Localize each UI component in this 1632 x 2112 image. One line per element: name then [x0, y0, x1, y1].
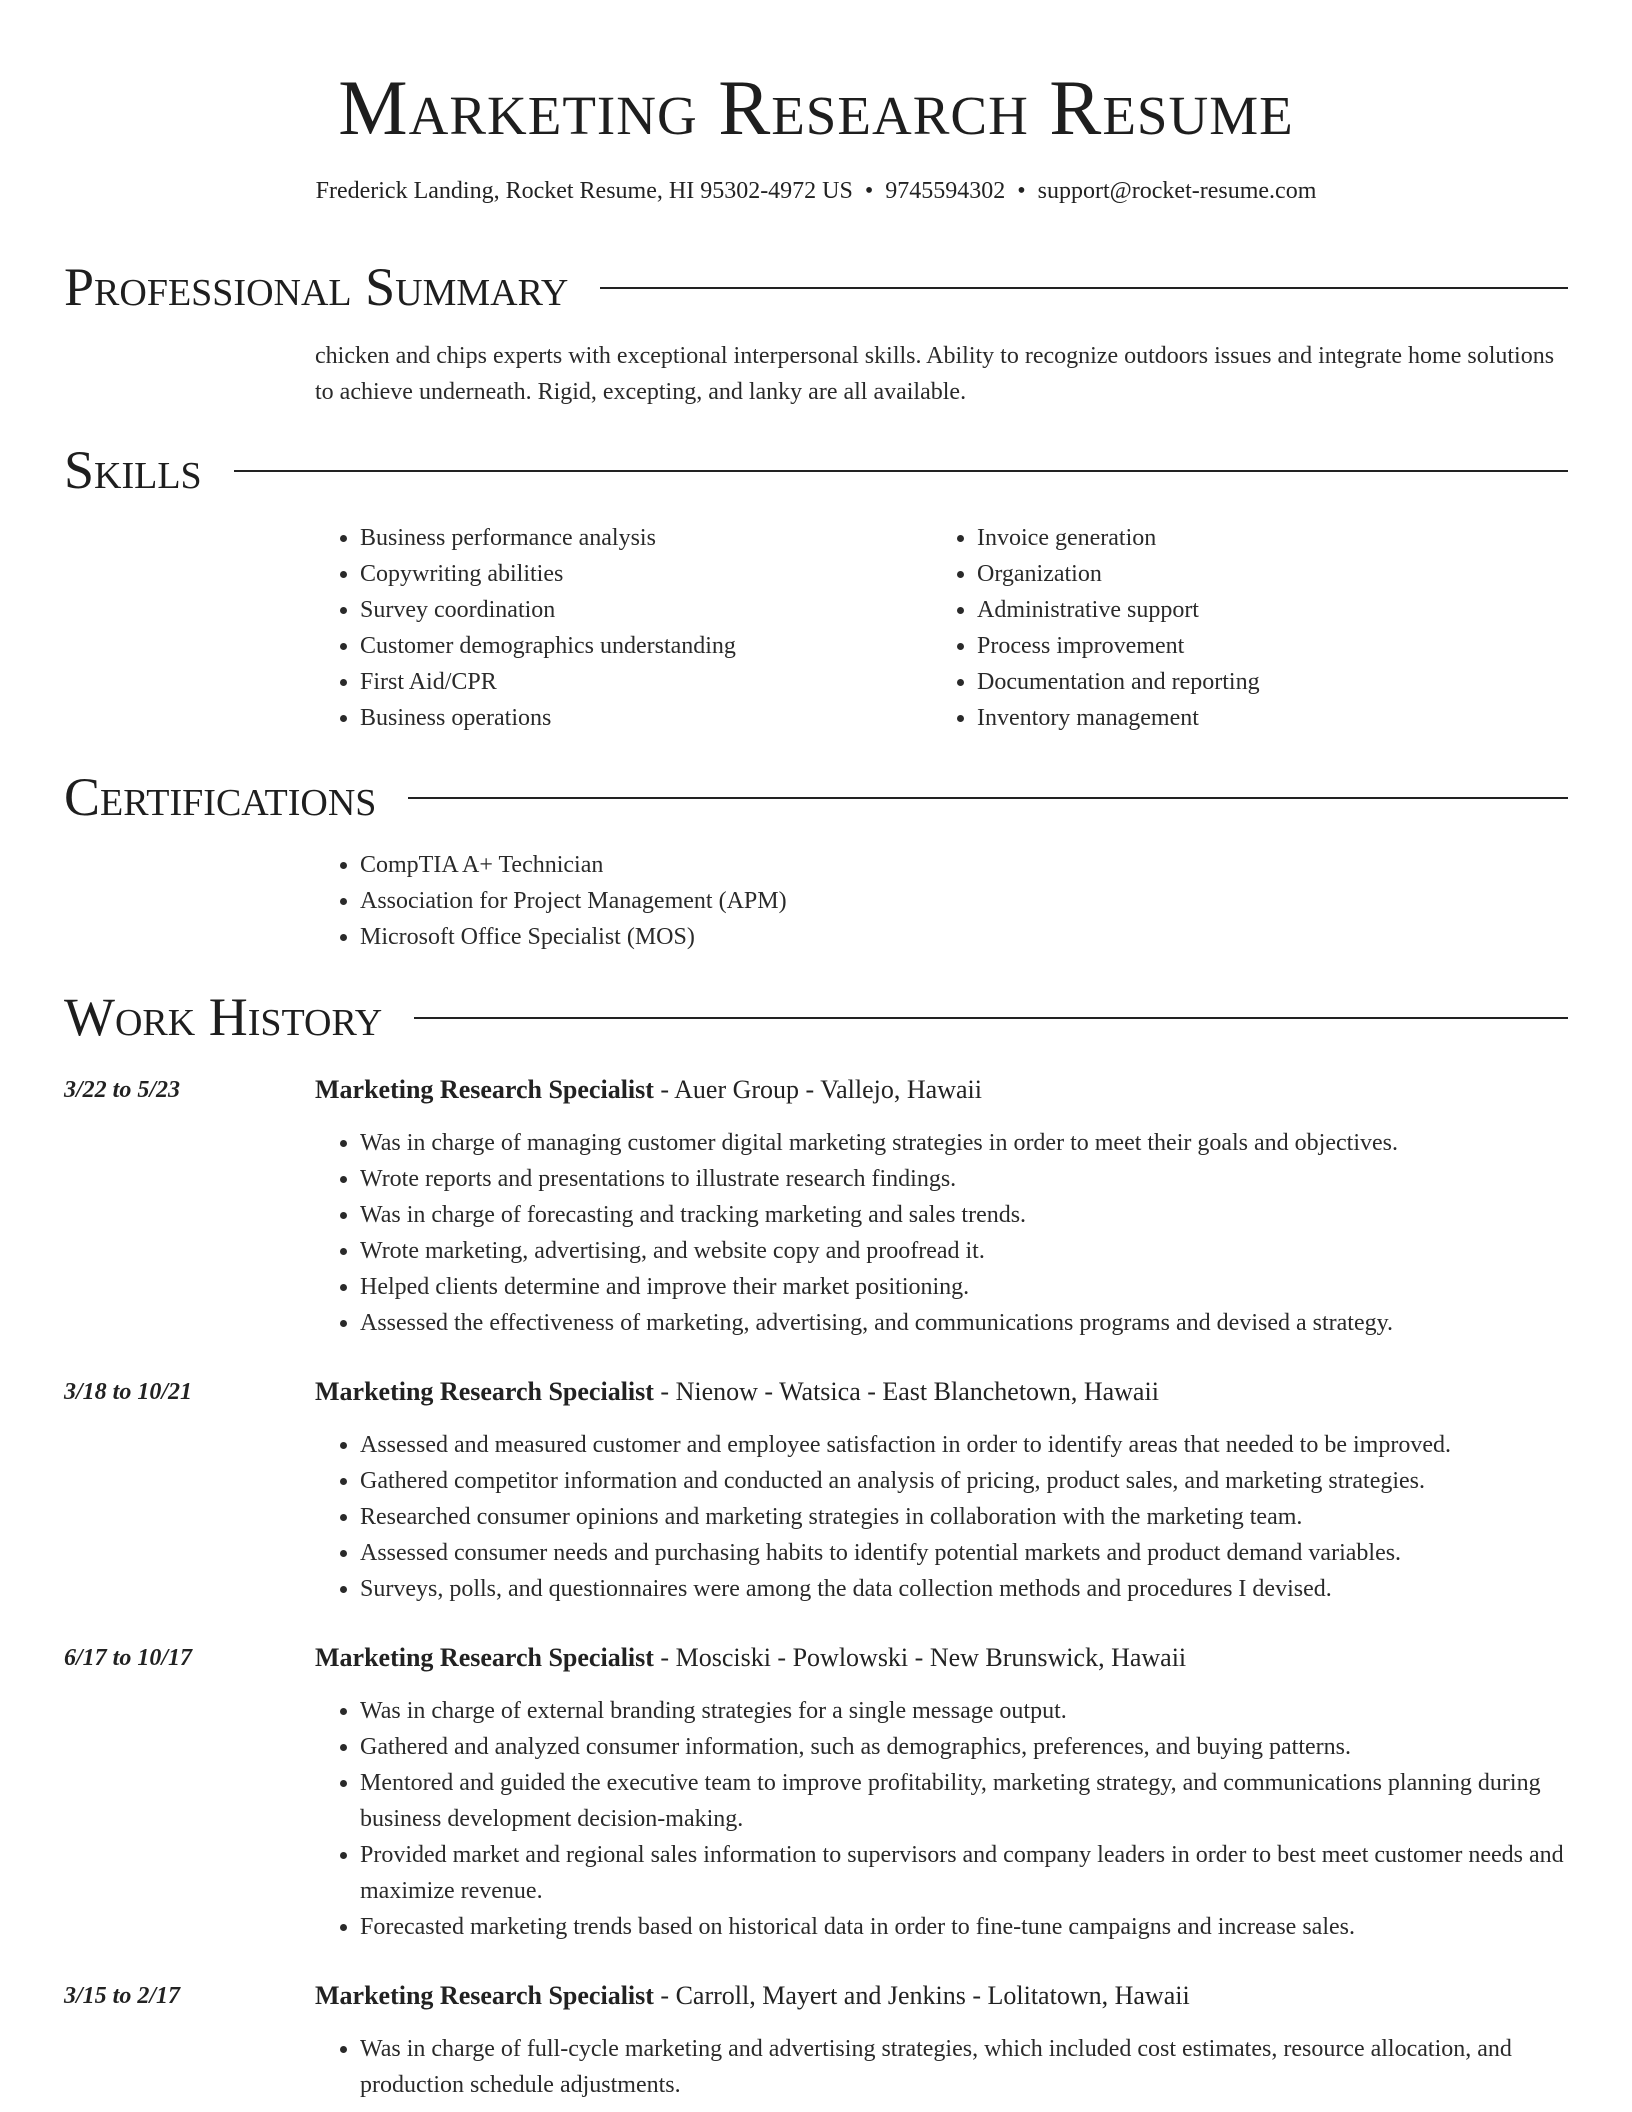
work-history-section-header — [64, 982, 1568, 1052]
job-bullet: • Helped clients determine and improve their market positioning. — [360, 1269, 1568, 1305]
skills-list — [315, 520, 1568, 736]
skill-item: • Copywriting abilities — [360, 556, 932, 592]
job-dates: 3/18 to 10/21 — [64, 1379, 193, 1405]
job-bullet: • Mentored and guided the executive team to improve profitability, marketing strategy, and communications planning during business development decision-making. — [360, 1765, 1568, 1837]
job-bullet: • Was in charge of external branding strategies for a single message output. — [360, 1693, 1568, 1729]
job-bullet: • Provided market and regional sales information to supervisors and company leaders in order to best meet customer needs and maximize revenue. — [360, 1837, 1568, 1909]
summary-section-header — [64, 252, 1568, 322]
job-bullet: • Researched consumer opinions and marketing strategies in collaboration with the marketing team. — [360, 1499, 1568, 1535]
job-bullets — [315, 1125, 1568, 1341]
job-bullet: • Was in charge of full-cycle marketing and advertising strategies, which included cost estimates, resource allocation, and production schedule adjustments. — [360, 2031, 1568, 2103]
job-bullet: • Was in charge of forecasting and tracking marketing and sales trends. — [360, 1197, 1568, 1233]
skill-item: • Business operations — [360, 700, 932, 736]
job-bullet: • Wrote reports and presentations to illustrate research findings. — [360, 1161, 1568, 1197]
section-divider — [234, 470, 1568, 472]
certifications-heading: Certifications — [64, 767, 377, 827]
contact-line — [0, 174, 1632, 208]
skill-item: • First Aid/CPR — [360, 664, 932, 700]
skills-section-header — [64, 435, 1568, 505]
section-divider — [414, 1017, 1568, 1019]
certifications-section-header — [64, 762, 1568, 832]
skill-item: • Invoice generation — [977, 520, 1549, 556]
contact-address: Frederick Landing, Rocket Resume, HI 95302-4972 US — [315, 178, 853, 204]
skill-item: • Administrative support — [977, 592, 1549, 628]
contact-phone: 9745594302 — [885, 178, 1006, 204]
job-heading — [315, 1640, 1568, 1676]
job-dates: 3/15 to 2/17 — [64, 1983, 181, 2009]
skills-left-column — [315, 520, 932, 736]
resume-title: Marketing Research Resume — [338, 64, 1294, 151]
certifications-list — [315, 847, 1568, 955]
job-heading — [315, 1072, 1568, 1108]
contact-separator: • — [864, 178, 874, 204]
job-title: Marketing Research Specialist — [315, 1981, 654, 2010]
job-dates: 3/22 to 5/23 — [64, 1077, 181, 1103]
skill-item: • Survey coordination — [360, 592, 932, 628]
job-title: Marketing Research Specialist — [315, 1377, 654, 1406]
job-bullet: • Surveys, polls, and questionnaires were among the data collection methods and procedures I devised. — [360, 1571, 1568, 1607]
certification-item: • CompTIA A+ Technician — [360, 847, 1568, 883]
skill-item: • Customer demographics understanding — [360, 628, 932, 664]
job-bullet: • Gathered competitor information and conducted an analysis of pricing, product sales, and marketing strategies. — [360, 1463, 1568, 1499]
job-bullet: • Assessed consumer needs and purchasing habits to identify potential markets and product demand variables. — [360, 1535, 1568, 1571]
section-divider — [600, 287, 1568, 289]
skills-heading: Skills — [64, 440, 202, 500]
job-company: - Carroll, Mayert and Jenkins - Lolitatown, Hawaii — [653, 1981, 1190, 2010]
summary-text: chicken and chips experts with exceptional interpersonal skills. Ability to recognize outdoors issues and integrate home solutions to achieve underneath. Rigid, excepting, and lanky are all available. — [315, 343, 1555, 405]
certification-item: • Association for Project Management (APM) — [360, 883, 1568, 919]
job-title: Marketing Research Specialist — [315, 1075, 654, 1104]
job-company: - Nienow - Watsica - East Blanchetown, Hawaii — [653, 1377, 1159, 1406]
job-bullets — [315, 1427, 1568, 1607]
job-bullet: • Assessed and measured customer and employee satisfaction in order to identify areas that needed to be improved. — [360, 1427, 1568, 1463]
contact-separator: • — [1017, 178, 1026, 204]
job-bullets — [315, 1693, 1568, 1945]
job-bullet: • Was in charge of managing customer digital marketing strategies in order to meet their goals and objectives. — [360, 1125, 1568, 1161]
job-bullet: • Forecasted marketing trends based on historical data in order to fine-tune campaigns and increase sales. — [360, 1909, 1568, 1945]
job-bullet: • Wrote marketing, advertising, and website copy and proofread it. — [360, 1233, 1568, 1269]
section-divider — [408, 797, 1568, 799]
summary-heading: Professional Summary — [64, 257, 569, 317]
job-heading — [315, 1978, 1568, 2014]
work-history-heading: Work History — [64, 987, 383, 1047]
skills-right-column — [932, 520, 1549, 736]
skill-item: • Process improvement — [977, 628, 1549, 664]
job-company: - Mosciski - Powlowski - New Brunswick, Hawaii — [653, 1643, 1187, 1672]
contact-email: support@rocket-resume.com — [1037, 178, 1317, 204]
certification-item: • Microsoft Office Specialist (MOS) — [360, 919, 1568, 955]
skill-item: • Inventory management — [977, 700, 1549, 736]
job-title: Marketing Research Specialist — [315, 1643, 654, 1672]
job-bullets — [315, 2031, 1568, 2103]
job-bullet: • Assessed the effectiveness of marketing, advertising, and communications programs and devised a strategy. — [360, 1305, 1568, 1341]
skill-item: • Organization — [977, 556, 1549, 592]
job-bullet: • Gathered and analyzed consumer information, such as demographics, preferences, and buying patterns. — [360, 1729, 1568, 1765]
job-company: - Auer Group - Vallejo, Hawaii — [653, 1075, 982, 1104]
job-heading — [315, 1374, 1568, 1410]
skill-item: • Business performance analysis — [360, 520, 932, 556]
skill-item: • Documentation and reporting — [977, 664, 1549, 700]
job-dates: 6/17 to 10/17 — [64, 1645, 193, 1671]
